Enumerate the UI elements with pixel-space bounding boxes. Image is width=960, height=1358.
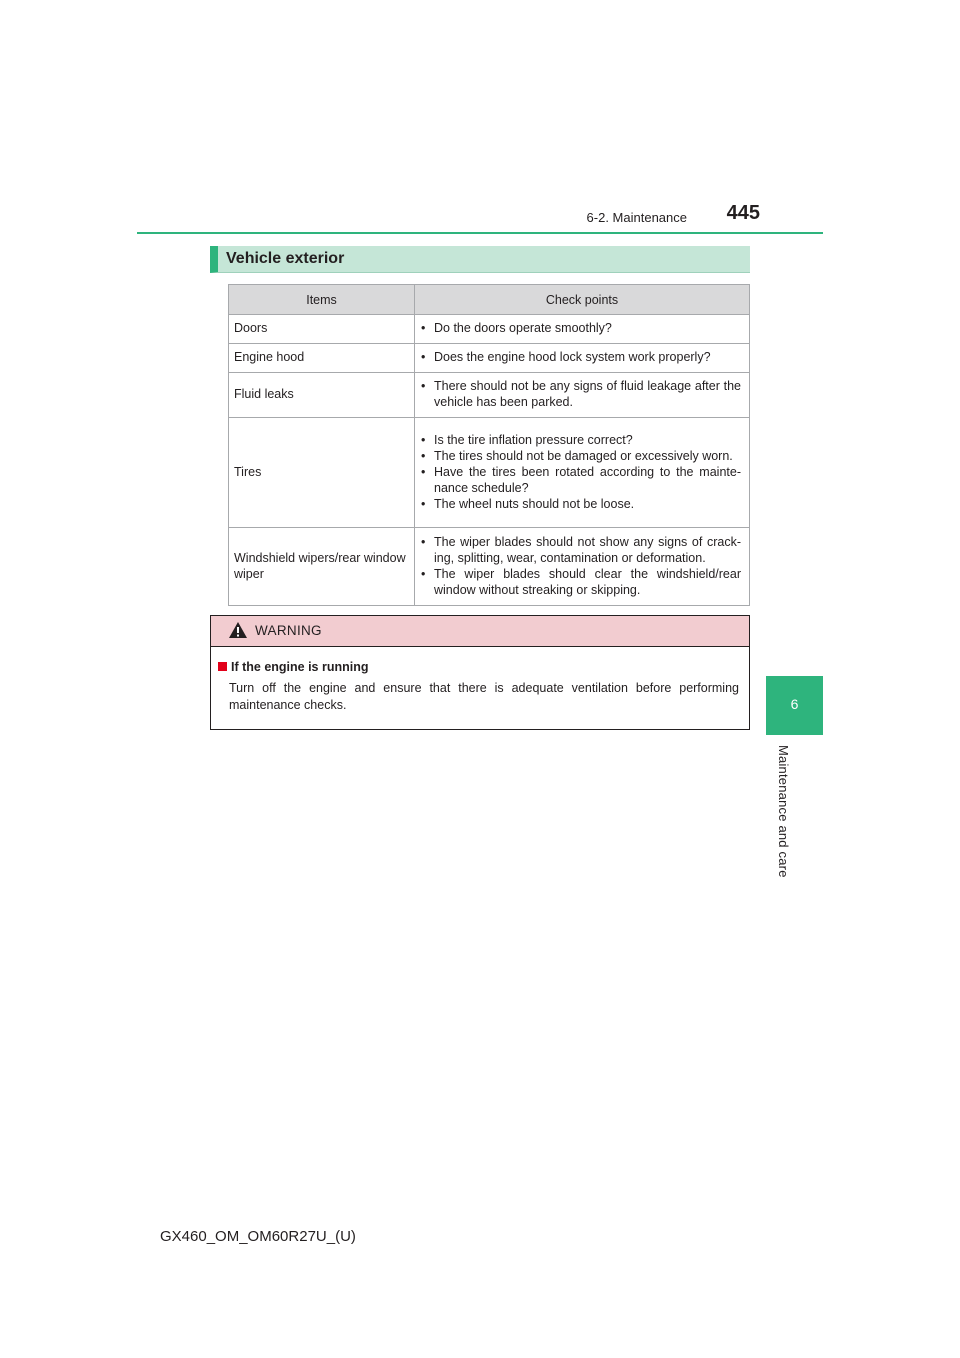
header-section-title: 6-2. Maintenance [586, 210, 687, 225]
warning-title: WARNING [255, 623, 322, 638]
check-table [228, 284, 750, 606]
check-point: • Do the doors operate smoothly? [420, 320, 741, 336]
chapter-number: 6 [790, 696, 799, 712]
chapter-tab [766, 676, 823, 735]
section-heading-bar [210, 246, 750, 273]
header-items: Items [229, 285, 415, 315]
table-row [229, 315, 750, 344]
warning-box [210, 615, 750, 730]
row-points [415, 418, 750, 528]
warning-subheading-text: If the engine is running [231, 660, 369, 674]
check-point: • The wheel nuts should not be loose. [420, 496, 741, 512]
check-point: • The wiper blades should not show any signs of crack- ing, splitting, wear, contamination or deformation. [420, 534, 741, 566]
row-points [415, 528, 750, 606]
check-point: • The wiper blades should clear the windshield/rear window without streaking or skipping. [420, 566, 741, 598]
header-rule [137, 232, 823, 234]
table-row [229, 344, 750, 373]
row-points [415, 373, 750, 418]
row-item: Tires [229, 418, 415, 528]
check-point: • The tires should not be damaged or excessively worn. [420, 448, 741, 464]
check-point: • There should not be any signs of fluid leakage after the vehicle has been parked. [420, 378, 741, 410]
row-item: Engine hood [229, 344, 415, 373]
row-points [415, 344, 750, 373]
row-points [415, 315, 750, 344]
check-point: • Is the tire inflation pressure correct? [420, 432, 741, 448]
section-title: Vehicle exterior [226, 250, 345, 267]
warning-triangle-icon [228, 621, 248, 644]
row-item: Doors [229, 315, 415, 344]
warning-text: Turn off the engine and ensure that there is adequate ventilation before performing maintenance checks. [229, 681, 739, 712]
footer-code: GX460_OM_OM60R27U_(U) [160, 1228, 356, 1245]
table-header-row [229, 285, 750, 315]
table-row [229, 418, 750, 528]
chapter-title: Maintenance and care [776, 745, 791, 878]
check-point: • Does the engine hood lock system work properly? [420, 349, 741, 365]
header-check-points: Check points [415, 285, 750, 315]
row-item: Windshield wipers/rear window wiper [229, 528, 415, 606]
square-bullet-icon [218, 662, 227, 671]
table-row [229, 528, 750, 606]
table-row [229, 373, 750, 418]
warning-subheading [218, 660, 369, 674]
row-item: Fluid leaks [229, 373, 415, 418]
check-point: • Have the tires been rotated according to the mainte- nance schedule? [420, 464, 741, 496]
warning-header [211, 616, 749, 647]
page-number: 445 [726, 202, 760, 224]
